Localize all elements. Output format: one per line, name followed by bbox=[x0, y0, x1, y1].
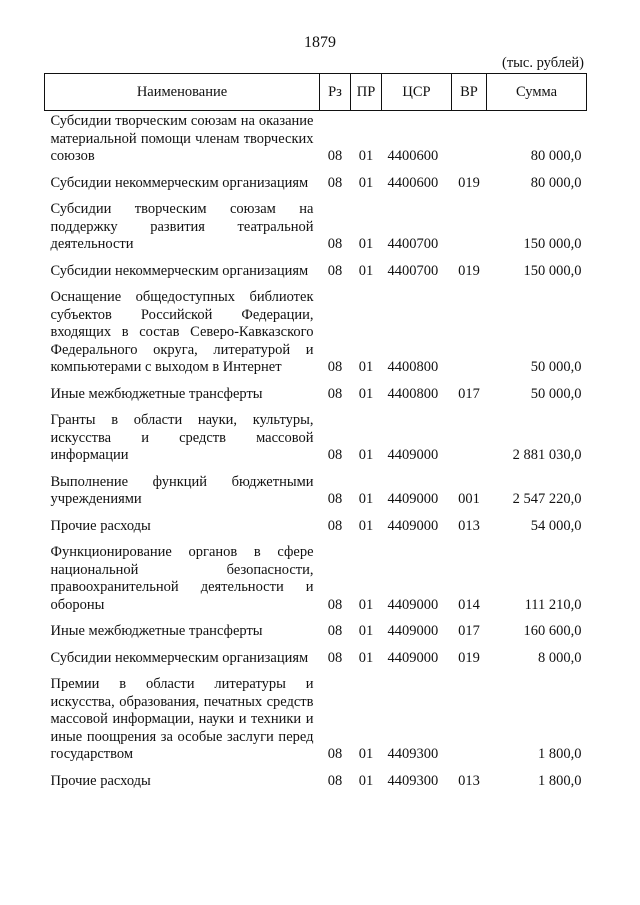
row-pr: 01 bbox=[358, 623, 374, 639]
row-rz: 08 bbox=[327, 596, 343, 613]
row-pr: 01 bbox=[358, 649, 374, 666]
table-row bbox=[45, 282, 587, 379]
row-vr: 013 bbox=[458, 772, 480, 789]
row-rz: 08 bbox=[327, 148, 343, 164]
row-csr: 4400800 bbox=[387, 385, 439, 402]
table-row bbox=[45, 616, 587, 643]
table-row bbox=[45, 379, 587, 406]
row-name: Прочие расходы bbox=[50, 517, 151, 534]
row-rz: 08 bbox=[327, 772, 343, 789]
table-row bbox=[45, 467, 587, 511]
row-name: Функционирование органов в сфере национальной безопасности, правоохранительной деятельности и обороны bbox=[50, 544, 314, 613]
table-row bbox=[45, 405, 587, 467]
row-name: Субсидии творческим союзам на поддержку развития театральной деятельности bbox=[50, 201, 314, 252]
table-row bbox=[45, 111, 587, 168]
row-name: Гранты в области науки, культуры, искусства и средств массовой информации bbox=[50, 412, 314, 463]
row-sum: 2 547 220,0 bbox=[512, 491, 582, 507]
row-vr: 019 bbox=[458, 262, 480, 279]
header-pr: ПР bbox=[351, 74, 382, 111]
row-pr: 01 bbox=[358, 385, 374, 402]
row-name: Прочие расходы bbox=[50, 772, 151, 789]
row-csr: 4409000 bbox=[387, 596, 439, 613]
row-pr: 01 bbox=[358, 517, 374, 534]
row-sum: 150 000,0 bbox=[523, 262, 582, 279]
row-name: Субсидии некоммерческим организациям bbox=[50, 174, 309, 191]
table-row bbox=[45, 168, 587, 195]
row-name: Иные межбюджетные трансферты bbox=[50, 623, 263, 639]
row-pr: 01 bbox=[358, 596, 374, 613]
row-sum: 80 000,0 bbox=[530, 174, 582, 191]
row-csr: 4400600 bbox=[387, 148, 439, 164]
row-name: Премии в области литературы и искусства, образования, печатных средств массовой информации, науки и техники и иные поощрения за особые заслуги перед государством bbox=[50, 676, 314, 762]
table-row bbox=[45, 643, 587, 670]
row-csr: 4409300 bbox=[387, 772, 439, 789]
row-vr: 017 bbox=[458, 623, 480, 639]
row-rz: 08 bbox=[327, 649, 343, 666]
row-rz: 08 bbox=[327, 447, 343, 463]
row-vr: 019 bbox=[458, 649, 480, 666]
row-vr bbox=[452, 405, 487, 467]
header-vr: ВР bbox=[452, 74, 487, 111]
table-row bbox=[45, 511, 587, 538]
row-name: Иные межбюджетные трансферты bbox=[50, 385, 263, 402]
row-sum: 160 600,0 bbox=[523, 623, 582, 639]
row-pr: 01 bbox=[358, 447, 374, 463]
table-row bbox=[45, 194, 587, 256]
row-pr: 01 bbox=[358, 359, 374, 375]
row-rz: 08 bbox=[327, 746, 343, 762]
table-body bbox=[45, 111, 587, 793]
row-pr: 01 bbox=[358, 174, 374, 191]
row-rz: 08 bbox=[327, 623, 343, 639]
row-rz: 08 bbox=[327, 359, 343, 375]
header-rz: Рз bbox=[320, 74, 351, 111]
header-name: Наименование bbox=[45, 74, 320, 111]
row-csr: 4409000 bbox=[387, 517, 439, 534]
row-pr: 01 bbox=[358, 491, 374, 507]
row-csr: 4400800 bbox=[387, 359, 439, 375]
row-csr: 4400700 bbox=[387, 236, 439, 252]
row-sum: 50 000,0 bbox=[530, 359, 582, 375]
row-vr bbox=[452, 282, 487, 379]
row-csr: 4400700 bbox=[387, 262, 439, 279]
table-row bbox=[45, 669, 587, 766]
row-sum: 2 881 030,0 bbox=[512, 447, 582, 463]
row-rz: 08 bbox=[327, 236, 343, 252]
row-sum: 1 800,0 bbox=[538, 746, 582, 762]
row-sum: 1 800,0 bbox=[538, 772, 582, 789]
row-sum: 111 210,0 bbox=[524, 596, 582, 613]
row-sum: 80 000,0 bbox=[530, 148, 582, 164]
row-name: Выполнение функций бюджетными учреждениями bbox=[50, 473, 314, 507]
row-pr: 01 bbox=[358, 236, 374, 252]
row-vr bbox=[452, 111, 487, 168]
row-sum: 8 000,0 bbox=[538, 649, 582, 666]
row-csr: 4409000 bbox=[387, 649, 439, 666]
header-csr: ЦСР bbox=[382, 74, 452, 111]
table-row bbox=[45, 537, 587, 616]
row-vr: 014 bbox=[458, 596, 480, 613]
table-row bbox=[45, 766, 587, 793]
row-csr: 4400600 bbox=[387, 174, 439, 191]
row-pr: 01 bbox=[358, 148, 374, 164]
row-csr: 4409300 bbox=[387, 746, 439, 762]
row-sum: 50 000,0 bbox=[530, 385, 582, 402]
row-name: Оснащение общедоступных библиотек субъектов Российской Федерации, входящих в состав Северо-Кавказского Федерального округа, литературой и компьютерами с выходом в Интернет bbox=[50, 289, 314, 375]
row-pr: 01 bbox=[358, 262, 374, 279]
row-rz: 08 bbox=[327, 174, 343, 191]
row-sum: 54 000,0 bbox=[530, 517, 582, 534]
row-vr bbox=[452, 194, 487, 256]
row-pr: 01 bbox=[358, 772, 374, 789]
row-rz: 08 bbox=[327, 491, 343, 507]
row-vr: 017 bbox=[458, 385, 480, 402]
row-csr: 4409000 bbox=[387, 491, 439, 507]
row-csr: 4409000 bbox=[387, 447, 439, 463]
row-pr: 01 bbox=[358, 746, 374, 762]
table-header-row bbox=[45, 74, 587, 111]
row-rz: 08 bbox=[327, 517, 343, 534]
row-name: Субсидии некоммерческим организациям bbox=[50, 262, 309, 279]
row-vr: 019 bbox=[458, 174, 480, 191]
row-csr: 4409000 bbox=[387, 623, 439, 639]
row-vr: 013 bbox=[458, 517, 480, 534]
budget-table bbox=[44, 73, 587, 792]
row-vr bbox=[452, 669, 487, 766]
page-number: 1879 bbox=[304, 34, 336, 51]
units-label: (тыс. рублей) bbox=[502, 55, 584, 71]
row-rz: 08 bbox=[327, 385, 343, 402]
row-vr: 001 bbox=[458, 491, 480, 507]
header-sum: Сумма bbox=[487, 74, 587, 111]
table-row bbox=[45, 256, 587, 283]
row-name: Субсидии некоммерческим организациям bbox=[50, 649, 309, 666]
row-rz: 08 bbox=[327, 262, 343, 279]
row-name: Субсидии творческим союзам на оказание материальной помощи членам творческих союзов bbox=[50, 113, 314, 164]
row-sum: 150 000,0 bbox=[523, 236, 582, 252]
